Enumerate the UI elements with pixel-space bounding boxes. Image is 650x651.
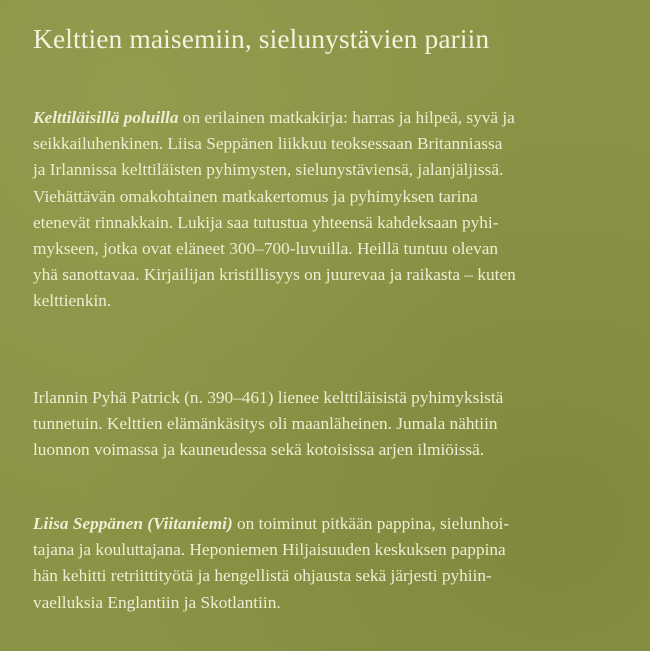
book-title-emphasis: Kelttiläisillä poluilla xyxy=(33,108,179,127)
text-line: etenevät rinnakkain. Lukija saa tutustua yhteensä kahdeksaan pyhi- xyxy=(33,212,499,232)
patrick-paragraph xyxy=(33,385,503,464)
text-line: hän kehitti retriittityötä ja hengellistä ohjausta sekä järjesti pyhiin- xyxy=(33,566,492,586)
description-paragraph xyxy=(33,105,516,315)
text-line xyxy=(33,511,509,537)
text-line: luonnon voimassa ja kauneudessa sekä kotoisissa arjen ilmiöissä. xyxy=(33,440,485,460)
text-line: tajana ja kouluttajana. Heponiemen Hiljaisuuden keskuksen pappina xyxy=(33,540,506,560)
back-cover-title: Kelttien maisemiin, sielunystävien pariin xyxy=(33,23,490,54)
author-name-emphasis: Liisa Seppänen (Viitaniemi) xyxy=(33,514,233,533)
text-line: ja Irlannissa kelttiläisten pyhimysten, sielunystäviensä, jalanjäljissä. xyxy=(33,160,504,180)
text-line: kelttienkin. xyxy=(33,291,112,311)
text-line-content: on erilainen matkakirja: harras ja hilpeä, syvä ja xyxy=(178,108,515,127)
author-bio-paragraph xyxy=(33,511,509,616)
text-line xyxy=(33,105,516,131)
text-line-content: on toiminut pitkään pappina, sielunhoi- xyxy=(232,514,510,533)
text-line: Irlannin Pyhä Patrick (n. 390–461) lienee kelttiläisistä pyhimyksistä xyxy=(33,388,504,407)
text-line: seikkailuhenkinen. Liisa Seppänen liikkuu teoksessaan Britanniassa xyxy=(33,134,503,154)
text-line: vaelluksia Englantiin ja Skotlantiin. xyxy=(33,592,281,612)
text-line: mykseen, jotka ovat eläneet 300–700-luvuilla. Heillä tuntuu olevan xyxy=(33,239,499,259)
text-line: yhä sanottavaa. Kirjailijan kristillisyys on juurevaa ja raikasta – kuten xyxy=(33,265,516,285)
text-line: tunnetuin. Kelttien elämänkäsitys oli maanläheinen. Jumala nähtiin xyxy=(33,414,498,434)
text-line: Viehättävän omakohtainen matkakertomus ja pyhimyksen tarina xyxy=(33,186,478,206)
